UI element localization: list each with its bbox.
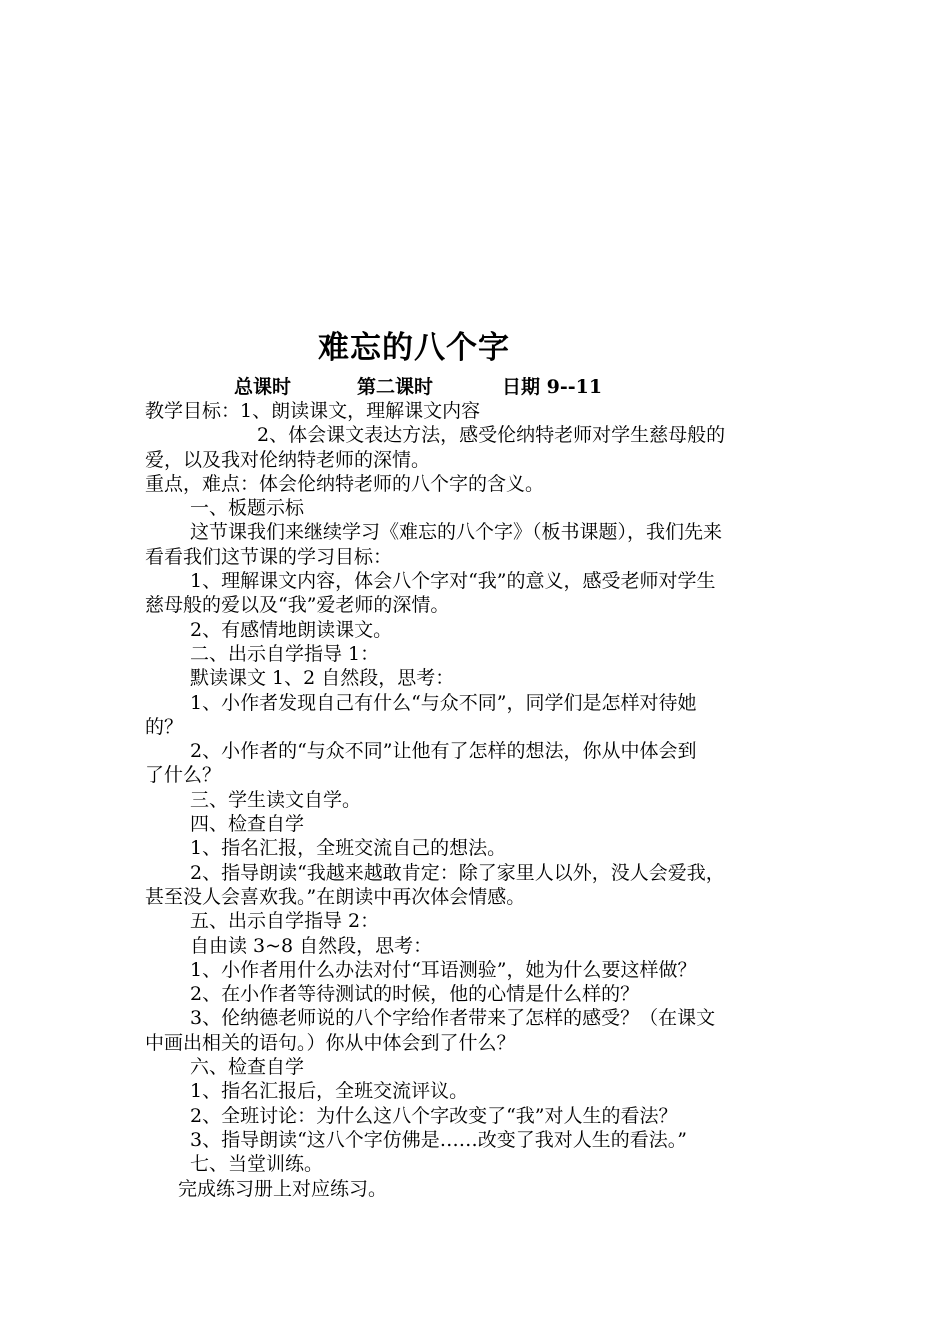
period-label: 第二课时 bbox=[357, 376, 434, 398]
text-line: 2、体会课文表达方法，感受伦纳特老师对学生慈母般的 bbox=[257, 424, 726, 447]
text-line: 完成练习册上对应练习。 bbox=[178, 1177, 388, 1200]
text-line: 的？ bbox=[145, 715, 184, 738]
text-line: 3、指导朗读“这八个字仿佛是……改变了我对人生的看法。” bbox=[190, 1128, 688, 1151]
text-line: 2、在小作者等待测试的时候，他的心情是什么样的？ bbox=[190, 983, 640, 1006]
text-line: 2、有感情地朗读课文。 bbox=[190, 618, 393, 641]
text-line: 教学目标：1、朗读课文，理解课文内容 bbox=[145, 400, 481, 422]
document-title: 难忘的八个字 bbox=[318, 330, 510, 366]
text-line: 3、伦纳德老师说的八个字给作者带来了怎样的感受？（在课文 bbox=[190, 1007, 716, 1030]
text-line: 爱，以及我对伦纳特老师的深情。 bbox=[145, 448, 431, 471]
text-line: 1、指名汇报后，全班交流评议。 bbox=[190, 1080, 469, 1103]
text-line: 这节课我们来继续学习《难忘的八个字》（板书课题），我们先来 bbox=[190, 521, 723, 544]
text-line: 1、小作者发现自己有什么“与众不同”，同学们是怎样对待她 bbox=[190, 691, 697, 714]
section-heading: 三、学生读文自学。 bbox=[190, 788, 362, 811]
text-line: 甚至没人会喜欢我。”在朗读中再次体会情感。 bbox=[145, 885, 526, 908]
text-line: 1、小作者用什么办法对付“耳语测验”，她为什么要这样做？ bbox=[190, 958, 697, 981]
section-heading: 一、板题示标 bbox=[190, 497, 305, 520]
section-heading: 二、出示自学指导 1： bbox=[190, 642, 380, 665]
section-heading: 七、当堂训练。 bbox=[190, 1153, 324, 1176]
text-line: 1、指名汇报，全班交流自己的想法。 bbox=[190, 837, 507, 860]
text-line: 看看我们这节课的学习目标： bbox=[145, 545, 393, 568]
date-label: 日期 9--11 bbox=[502, 376, 603, 398]
text-line: 1、理解课文内容，体会八个字对“我”的意义，感受老师对学生 bbox=[190, 570, 716, 593]
section-heading: 五、出示自学指导 2： bbox=[190, 910, 380, 933]
lesson-meta bbox=[0, 374, 950, 400]
text-line: 慈母般的爱以及“我”爱老师的深情。 bbox=[145, 594, 450, 617]
total-periods-label: 总课时 bbox=[234, 376, 292, 398]
text-line: 默读课文 1、2 自然段，思考： bbox=[190, 667, 455, 690]
section-heading: 六、检查自学 bbox=[190, 1056, 305, 1079]
document-body bbox=[145, 399, 810, 1201]
text-line: 自由读 3~8 自然段，思考： bbox=[190, 934, 433, 957]
text-line: 中画出相关的语句。）你从中体会到了什么？ bbox=[145, 1031, 516, 1054]
text-line: 2、指导朗读“我越来越敢肯定：除了家里人以外，没人会爱我， bbox=[190, 861, 725, 884]
text-line: 2、小作者的“与众不同”让他有了怎样的想法，你从中体会到 bbox=[190, 740, 697, 763]
text-line: 2、全班讨论：为什么这八个字改变了“我”对人生的看法？ bbox=[190, 1104, 678, 1127]
text-line: 重点，难点：体会伦纳特老师的八个字的含义。 bbox=[145, 472, 545, 495]
text-line: 了什么？ bbox=[145, 764, 222, 787]
section-heading: 四、检查自学 bbox=[190, 813, 305, 836]
